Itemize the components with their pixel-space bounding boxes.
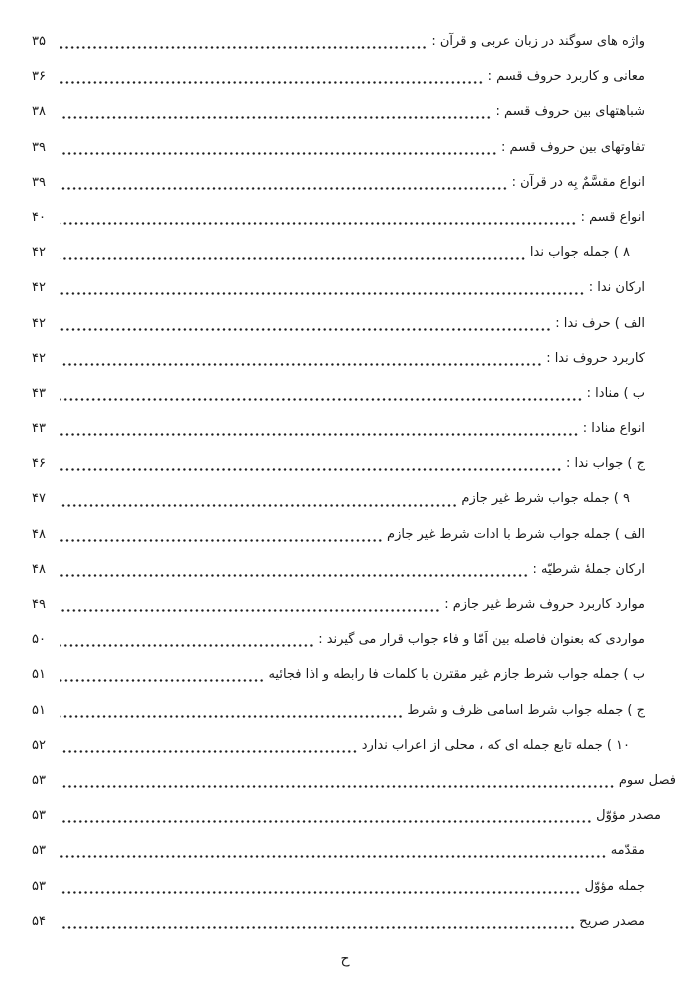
dot-leader-icon	[60, 165, 508, 200]
toc-entry-title: ۱۰ ) جمله تابع جمله ای که ، محلی از اعراب ندارد	[361, 737, 630, 753]
toc-entry-row[interactable]	[32, 904, 676, 939]
toc-entry-title: معانی و کاربرد حروف قسم :	[487, 69, 645, 85]
toc-entry-title: کاربرد حروف ندا :	[546, 350, 645, 366]
toc-entry-title: ج ) جواب ندا :	[565, 456, 645, 472]
toc-entry-page: ۴۹	[32, 597, 46, 612]
toc-entry-page: ۵۳	[32, 843, 46, 859]
dot-leader-icon	[60, 657, 264, 692]
toc-entry-page: ۵۱	[32, 667, 46, 683]
dot-leader-icon	[60, 306, 551, 341]
toc-entry-row[interactable]	[32, 763, 676, 798]
toc-entry-row[interactable]	[32, 376, 676, 411]
dot-leader-icon	[60, 130, 497, 165]
toc-entry-title: مواردی که بعنوان فاصله بین اَمّا و فاء جواب قرار می گیرند :	[318, 632, 645, 648]
toc-list	[32, 24, 676, 939]
toc-entry-row[interactable]	[32, 130, 676, 165]
dot-leader-icon	[60, 481, 457, 516]
toc-entry-title: مقدّمه	[610, 843, 645, 859]
toc-entry-page: ۴۲	[32, 315, 46, 331]
dot-leader-icon	[60, 517, 383, 552]
toc-entry-page: ۴۲	[32, 280, 46, 296]
toc-entry-row[interactable]	[32, 306, 676, 341]
toc-entry-title: ارکان ندا :	[588, 280, 645, 296]
toc-entry-row[interactable]	[32, 235, 676, 270]
dot-leader-icon	[60, 833, 607, 868]
dot-leader-icon	[60, 869, 581, 904]
toc-entry-row[interactable]	[32, 517, 676, 552]
toc-entry-page: ۵۰	[32, 632, 46, 648]
toc-entry-row[interactable]	[32, 446, 676, 481]
dot-leader-icon	[60, 24, 427, 59]
toc-entry-row[interactable]	[32, 693, 676, 728]
toc-entry-row[interactable]	[32, 94, 676, 129]
toc-entry-row[interactable]	[32, 833, 676, 868]
toc-entry-title: مصدر صریح	[579, 913, 645, 929]
toc-entry-row[interactable]	[32, 411, 676, 446]
toc-entry-title: تفاوتهای بین حروف قسم :	[501, 139, 645, 155]
toc-entry-row[interactable]	[32, 798, 676, 833]
toc-entry-title: الف ) جمله جواب شرط با ادات شرط غیر جازم	[387, 526, 645, 542]
toc-entry-row[interactable]	[32, 341, 676, 376]
toc-entry-title: الف ) حرف ندا :	[555, 315, 645, 331]
toc-entry-row[interactable]	[32, 481, 676, 516]
toc-entry-title: ب ) جمله جواب شرط جازم غیر مقترن با کلمات فا رابطه و اذا فجائیه	[268, 667, 645, 683]
toc-entry-page: ۴۶	[32, 456, 46, 472]
toc-entry-page: ۴۷	[32, 491, 46, 507]
toc-entry-row[interactable]	[32, 728, 676, 763]
dot-leader-icon	[60, 376, 583, 411]
toc-entry-page: ۵۴	[32, 913, 46, 929]
dot-leader-icon	[60, 411, 579, 446]
dot-leader-icon	[60, 693, 403, 728]
toc-entry-page: ۵۱	[32, 702, 46, 718]
toc-entry-title: فصل سوم	[618, 772, 676, 788]
toc-entry-page: ۵۲	[32, 737, 46, 753]
toc-entry-page: ۴۸	[32, 561, 46, 577]
toc-entry-row[interactable]	[32, 200, 676, 235]
dot-leader-icon	[60, 270, 585, 305]
toc-entry-title: جمله مؤوّل	[584, 878, 645, 894]
dot-leader-icon	[60, 341, 542, 376]
dot-leader-icon	[60, 552, 529, 587]
toc-entry-title: انواع منادا :	[582, 421, 645, 437]
dot-leader-icon	[60, 622, 314, 657]
toc-entry-title: واژه های سوگند در زبان عربی و قرآن :	[431, 34, 645, 49]
toc-entry-title: مصدر مؤوّل	[596, 808, 661, 824]
toc-entry-page: ۴۳	[32, 385, 46, 401]
toc-entry-title: ۸ ) جمله جواب ندا	[529, 245, 630, 261]
dot-leader-icon	[60, 200, 577, 235]
toc-entry-page: ۳۵	[32, 34, 46, 49]
toc-entry-page: ۴۸	[32, 526, 46, 542]
dot-leader-icon	[60, 904, 575, 939]
toc-entry-title: انواع مقسَّمٌ بِه در قرآن :	[511, 174, 645, 190]
toc-entry-row[interactable]	[32, 869, 676, 904]
page-footer-marker: ح	[340, 951, 350, 967]
dot-leader-icon	[60, 59, 484, 94]
toc-entry-page: ۳۸	[32, 104, 46, 120]
toc-entry-page: ۳۶	[32, 69, 46, 85]
toc-entry-row[interactable]	[32, 587, 676, 622]
dot-leader-icon	[60, 235, 526, 270]
toc-entry-row[interactable]	[32, 622, 676, 657]
toc-entry-title: موارد کاربرد حروف شرط غیر جازم :	[444, 597, 645, 612]
toc-entry-row[interactable]	[32, 24, 676, 59]
toc-entry-page: ۵۳	[32, 772, 46, 788]
toc-entry-row[interactable]	[32, 59, 676, 94]
dot-leader-icon	[60, 763, 615, 798]
toc-entry-page: ۴۰	[32, 209, 46, 225]
dot-leader-icon	[60, 728, 358, 763]
toc-entry-row[interactable]	[32, 552, 676, 587]
toc-entry-row[interactable]	[32, 165, 676, 200]
toc-entry-page: ۳۹	[32, 139, 46, 155]
toc-entry-title: ارکان جملهٔ شرطیّه :	[532, 561, 645, 577]
toc-entry-page: ۳۹	[32, 174, 46, 190]
toc-entry-title: ج ) جمله جواب شرط اسامی ظرف و شرط	[407, 702, 645, 718]
toc-entry-page: ۴۲	[32, 245, 46, 261]
toc-entry-page: ۵۳	[32, 808, 46, 824]
toc-entry-title: انواع قسم :	[580, 209, 645, 225]
toc-entry-page: ۴۲	[32, 350, 46, 366]
dot-leader-icon	[60, 798, 592, 833]
toc-entry-title: شباهتهای بین حروف قسم :	[495, 104, 645, 120]
toc-entry-row[interactable]	[32, 270, 676, 305]
toc-entry-title: ب ) منادا :	[586, 385, 645, 401]
dot-leader-icon	[60, 446, 562, 481]
toc-entry-row[interactable]	[32, 657, 676, 692]
toc-entry-page: ۴۳	[32, 421, 46, 437]
dot-leader-icon	[60, 587, 440, 622]
toc-entry-title: ۹ ) جمله جواب شرط غیر جازم	[461, 491, 630, 507]
dot-leader-icon	[60, 94, 492, 129]
toc-entry-page: ۵۳	[32, 878, 46, 894]
